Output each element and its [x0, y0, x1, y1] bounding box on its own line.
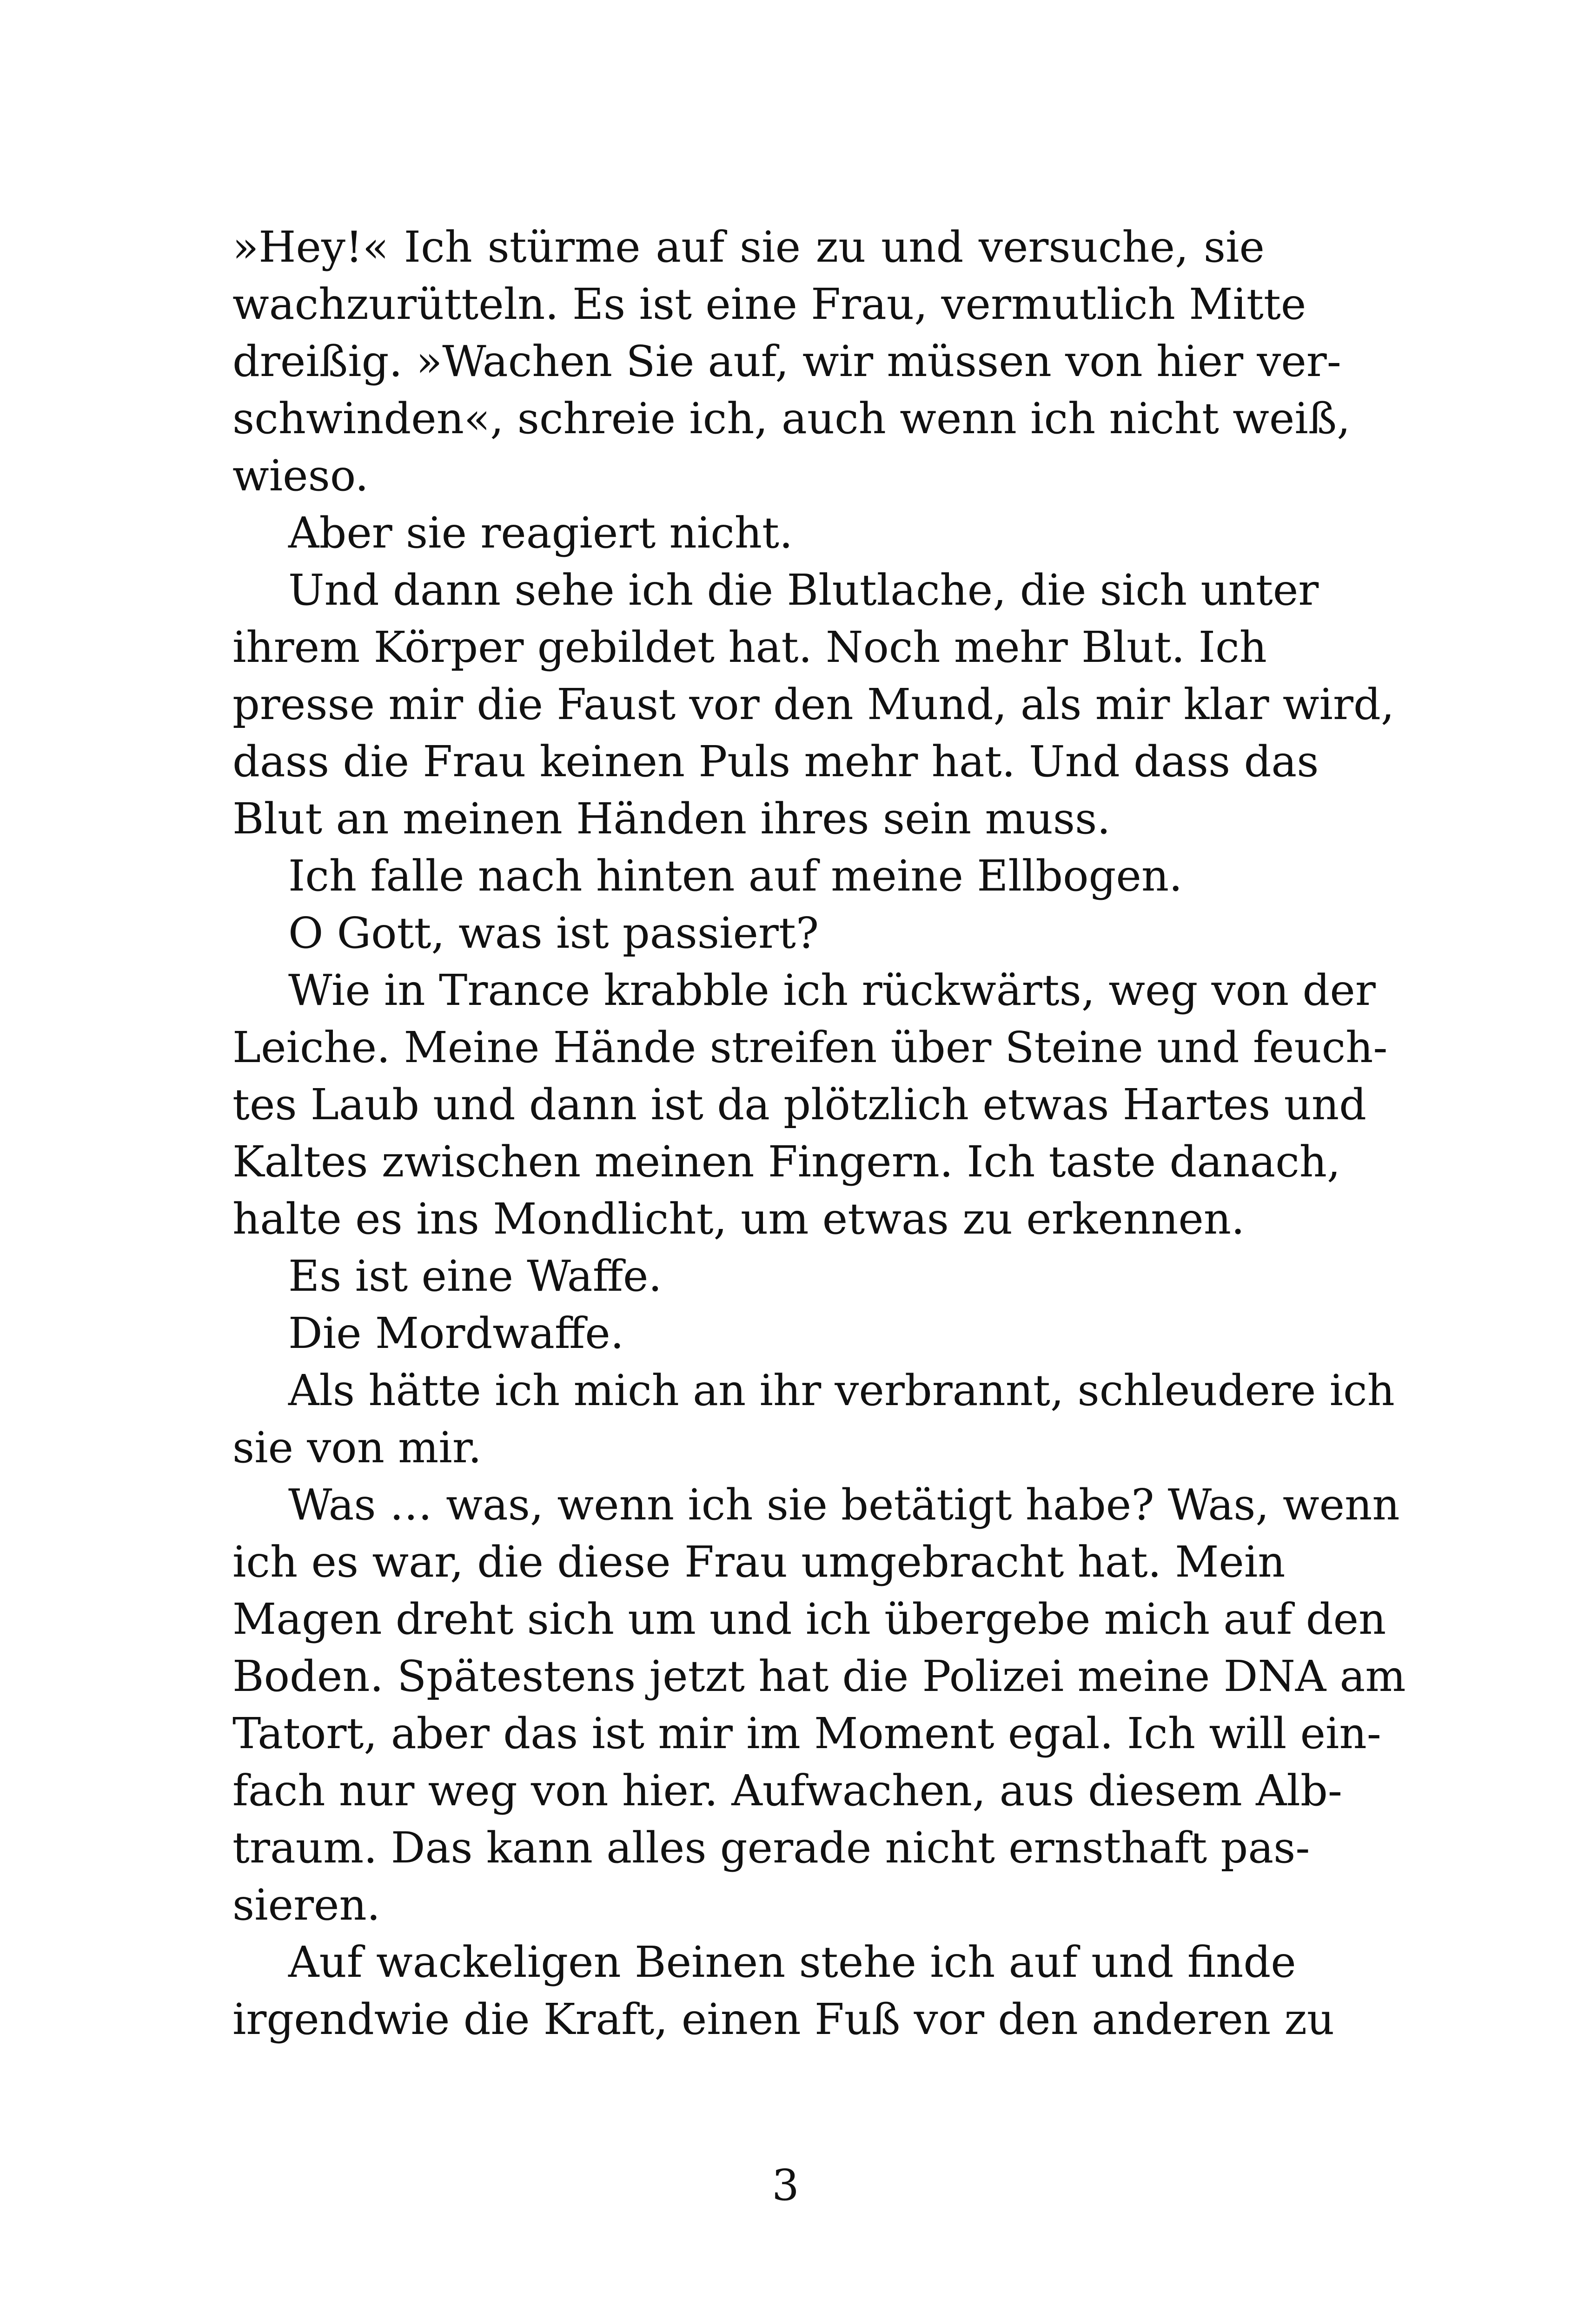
text-line: traum. Das kann alles gerade nicht ernsthaft pas- — [232, 1823, 1310, 1873]
text-line: Die Mordwaffe. — [288, 1308, 624, 1358]
text-line: ihrem Körper gebildet hat. Noch mehr Blut. Ich — [232, 622, 1267, 672]
text-line: Magen dreht sich um und ich übergebe mich auf den — [232, 1594, 1386, 1644]
text-line: irgendwie die Kraft, einen Fuß vor den anderen zu — [232, 1994, 1335, 2044]
text-line: Als hätte ich mich an ihr verbrannt, schleudere ich — [288, 1366, 1395, 1415]
text-line: Aber sie reagiert nicht. — [288, 508, 793, 558]
text-line: Boden. Spätestens jetzt hat die Polizei meine DNA am — [232, 1651, 1406, 1701]
text-line: dreißig. »Wachen Sie auf, wir müssen von hier ver- — [232, 337, 1341, 386]
text-line: sie von mir. — [232, 1423, 482, 1472]
text-line: »Hey!« Ich stürme auf sie zu und versuche, sie — [232, 222, 1265, 272]
text-line: halte es ins Mondlicht, um etwas zu erkennen. — [232, 1194, 1245, 1244]
text-line: fach nur weg von hier. Aufwachen, aus diesem Alb- — [232, 1766, 1342, 1816]
text-line: Und dann sehe ich die Blutlache, die sich unter — [288, 565, 1319, 615]
text-line: Es ist eine Waffe. — [288, 1251, 662, 1301]
text-line: wieso. — [232, 451, 369, 501]
text-line: dass die Frau keinen Puls mehr hat. Und dass das — [232, 737, 1319, 786]
page-number: 3 — [772, 2160, 799, 2210]
text-line: sieren. — [232, 1880, 381, 1930]
text-line: Kaltes zwischen meinen Fingern. Ich taste danach, — [232, 1137, 1341, 1187]
text-line: Auf wackeligen Beinen stehe ich auf und finde — [288, 1937, 1296, 1987]
text-line: tes Laub und dann ist da plötzlich etwas Hartes und — [232, 1080, 1366, 1129]
text-line: Tatort, aber das ist mir im Moment egal. Ich will ein- — [232, 1709, 1381, 1758]
text-line: presse mir die Faust vor den Mund, als mir klar wird, — [232, 680, 1395, 729]
text-line: ich es war, die diese Frau umgebracht hat. Mein — [232, 1537, 1286, 1587]
text-line: Ich falle nach hinten auf meine Ellbogen. — [288, 851, 1183, 901]
text-line: wachzurütteln. Es ist eine Frau, vermutlich Mitte — [232, 279, 1306, 329]
text-line: Blut an meinen Händen ihres sein muss. — [232, 794, 1111, 844]
text-line: Was … was, wenn ich sie betätigt habe? Was, wenn — [288, 1480, 1400, 1530]
text-line: Wie in Trance krabble ich rückwärts, weg von der — [288, 965, 1376, 1015]
text-line: schwinden«, schreie ich, auch wenn ich nicht weiß, — [232, 394, 1351, 443]
text-line: Leiche. Meine Hände streifen über Steine und feuch- — [232, 1023, 1388, 1072]
body-text — [232, 218, 1406, 2048]
text-line: O Gott, was ist passiert? — [288, 908, 819, 958]
